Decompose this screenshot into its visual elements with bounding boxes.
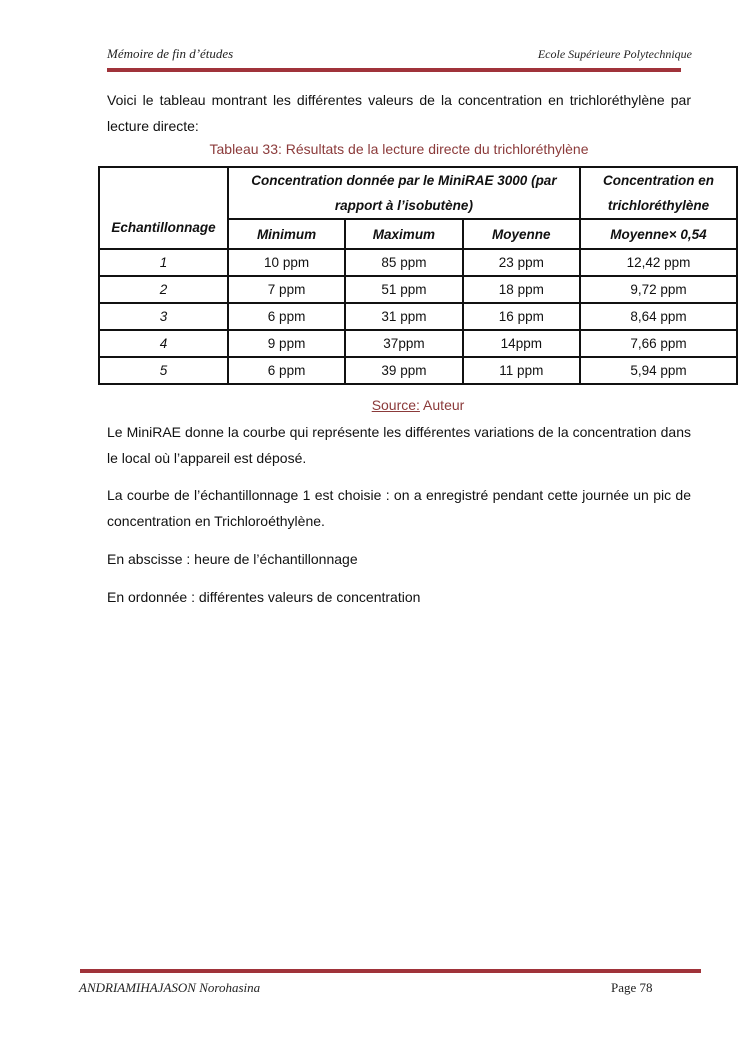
cell-conc: 9,72 ppm bbox=[580, 276, 737, 303]
paragraph-y-axis: En ordonnée : différentes valeurs de concentration bbox=[107, 589, 421, 605]
col-sampling-header: Echantillonnage bbox=[99, 167, 228, 249]
cell-avg: 23 ppm bbox=[463, 249, 580, 276]
cell-max: 85 ppm bbox=[345, 249, 462, 276]
row-id: 5 bbox=[99, 357, 228, 384]
cell-conc: 7,66 ppm bbox=[580, 330, 737, 357]
cell-max: 31 ppm bbox=[345, 303, 462, 330]
row-id: 4 bbox=[99, 330, 228, 357]
cell-conc: 5,94 ppm bbox=[580, 357, 737, 384]
results-table bbox=[98, 166, 738, 385]
source-value: Auteur bbox=[419, 397, 465, 413]
paragraph-sampling-choice: La courbe de l’échantillonnage 1 est choisie : on a enregistré pendant cette journée un pic de concentration en Trichloroéthylène. bbox=[107, 487, 691, 529]
cell-min: 10 ppm bbox=[228, 249, 345, 276]
table-row bbox=[99, 276, 737, 303]
footer-page-number: Page 78 bbox=[611, 980, 653, 995]
table-source bbox=[98, 397, 738, 413]
cell-max: 39 ppm bbox=[345, 357, 462, 384]
group-header-minirae: Concentration donnée par le MiniRAE 3000 (par rapport à l’isobutène) bbox=[228, 167, 580, 219]
col-concentration-header: Concentration en trichloréthylène bbox=[580, 167, 737, 219]
cell-conc: 12,42 ppm bbox=[580, 249, 737, 276]
cell-min: 6 ppm bbox=[228, 357, 345, 384]
cell-avg: 11 ppm bbox=[463, 357, 580, 384]
cell-max: 51 ppm bbox=[345, 276, 462, 303]
subheader-moyenne-factor: Moyenne× 0,54 bbox=[580, 219, 737, 249]
cell-avg: 16 ppm bbox=[463, 303, 580, 330]
table-row bbox=[99, 357, 737, 384]
row-id: 3 bbox=[99, 303, 228, 330]
subheader-minimum: Minimum bbox=[228, 219, 345, 249]
cell-min: 9 ppm bbox=[228, 330, 345, 357]
subheader-moyenne: Moyenne bbox=[463, 219, 580, 249]
cell-min: 6 ppm bbox=[228, 303, 345, 330]
source-label: Source: bbox=[371, 397, 420, 413]
paragraph-minirae-curve: Le MiniRAE donne la courbe qui représente les différentes variations de la concentration dans le local où l’appareil est déposé. bbox=[107, 424, 691, 466]
header-thesis-title: Mémoire de fin d’études bbox=[107, 46, 234, 61]
footer-author: ANDRIAMIHAJASON Norohasina bbox=[79, 980, 261, 995]
footer-divider bbox=[80, 969, 701, 973]
header-divider bbox=[107, 68, 681, 72]
table-caption: Tableau 33: Résultats de la lecture directe du trichloréthylène bbox=[209, 141, 589, 157]
cell-avg: 18 ppm bbox=[463, 276, 580, 303]
row-id: 1 bbox=[99, 249, 228, 276]
cell-min: 7 ppm bbox=[228, 276, 345, 303]
cell-max: 37ppm bbox=[345, 330, 462, 357]
table-row bbox=[99, 330, 737, 357]
cell-conc: 8,64 ppm bbox=[580, 303, 737, 330]
table-row bbox=[99, 249, 737, 276]
row-id: 2 bbox=[99, 276, 228, 303]
paragraph-x-axis: En abscisse : heure de l’échantillonnage bbox=[107, 551, 358, 567]
intro-paragraph: Voici le tableau montrant les différentes valeurs de la concentration en trichloréthylène par lecture directe: bbox=[107, 92, 691, 134]
cell-avg: 14ppm bbox=[463, 330, 580, 357]
table-row bbox=[99, 303, 737, 330]
subheader-maximum: Maximum bbox=[345, 219, 462, 249]
header-school-name: Ecole Supérieure Polytechnique bbox=[537, 47, 692, 61]
